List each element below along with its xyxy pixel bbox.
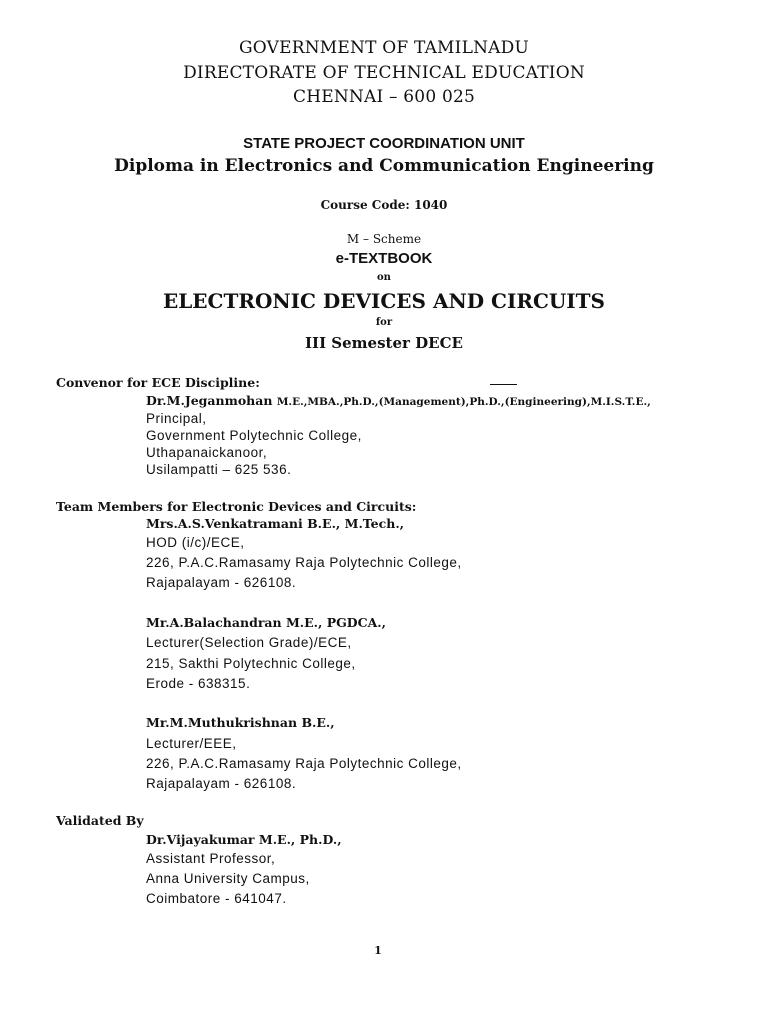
course-code: Course Code: 1040 bbox=[320, 198, 448, 212]
etextbook-label: e-TEXTBOOK bbox=[335, 250, 433, 267]
team-member-address-line: Lecturer/EEE, bbox=[146, 736, 237, 751]
team-member-name: Mr.A.Balachandran M.E., PGDCA., bbox=[146, 615, 386, 630]
convenor-address-line: Government Polytechnic College, bbox=[146, 428, 362, 443]
validator-address-line: Coimbatore - 641047. bbox=[146, 891, 287, 906]
validator-name: Dr.Vijayakumar M.E., Ph.D., bbox=[146, 832, 342, 847]
semester-title: III Semester DECE bbox=[305, 334, 463, 352]
convenor-name-text: Dr.M.Jeganmohan bbox=[146, 393, 273, 408]
convenor-address-line: Usilampatti – 625 536. bbox=[146, 462, 292, 477]
team-member-address-line: 226, P.A.C.Ramasamy Raja Polytechnic College, bbox=[146, 555, 462, 570]
validator-address-line: Anna University Campus, bbox=[146, 871, 310, 886]
team-member-address-line: Rajapalayam - 626108. bbox=[146, 776, 297, 791]
diploma-title: Diploma in Electronics and Communication Engineering bbox=[114, 156, 654, 176]
team-member-name: Mr.M.Muthukrishnan B.E., bbox=[146, 715, 335, 730]
header-government: GOVERNMENT OF TAMILNADU bbox=[239, 38, 529, 58]
validated-heading: Validated By bbox=[56, 813, 144, 828]
for-label: for bbox=[375, 317, 393, 328]
convenor-name bbox=[146, 393, 651, 408]
team-member-address-line: HOD (i/c)/ECE, bbox=[146, 535, 245, 550]
convenor-address-line: Principal, bbox=[146, 411, 207, 426]
convenor-address-line: Uthapanaickanoor, bbox=[146, 445, 268, 460]
team-member-name: Mrs.A.S.Venkatramani B.E., M.Tech., bbox=[146, 516, 405, 531]
scheme: M – Scheme bbox=[346, 232, 422, 246]
convenor-heading: Convenor for ECE Discipline: bbox=[56, 375, 260, 390]
unit-title: STATE PROJECT COORDINATION UNIT bbox=[243, 135, 525, 152]
page-number: 1 bbox=[374, 944, 382, 957]
team-member-address-line: Lecturer(Selection Grade)/ECE, bbox=[146, 635, 352, 650]
header-directorate: DIRECTORATE OF TECHNICAL EDUCATION bbox=[183, 63, 585, 83]
team-heading: Team Members for Electronic Devices and Circuits: bbox=[56, 499, 417, 514]
underline-rule bbox=[490, 384, 517, 385]
convenor-qualifications: M.E.,MBA.,Ph.D.,(Management),Ph.D.,(Engineering),M.I.S.T.E., bbox=[276, 396, 651, 408]
subject-title: ELECTRONIC DEVICES AND CIRCUITS bbox=[163, 289, 605, 313]
team-member-address-line: Erode - 638315. bbox=[146, 676, 251, 691]
on-label: on bbox=[377, 272, 391, 283]
team-member-address-line: Rajapalayam - 626108. bbox=[146, 575, 297, 590]
validator-address-line: Assistant Professor, bbox=[146, 851, 276, 866]
header-city: CHENNAI – 600 025 bbox=[293, 87, 475, 107]
team-member-address-line: 226, P.A.C.Ramasamy Raja Polytechnic College, bbox=[146, 756, 462, 771]
team-member-address-line: 215, Sakthi Polytechnic College, bbox=[146, 656, 356, 671]
